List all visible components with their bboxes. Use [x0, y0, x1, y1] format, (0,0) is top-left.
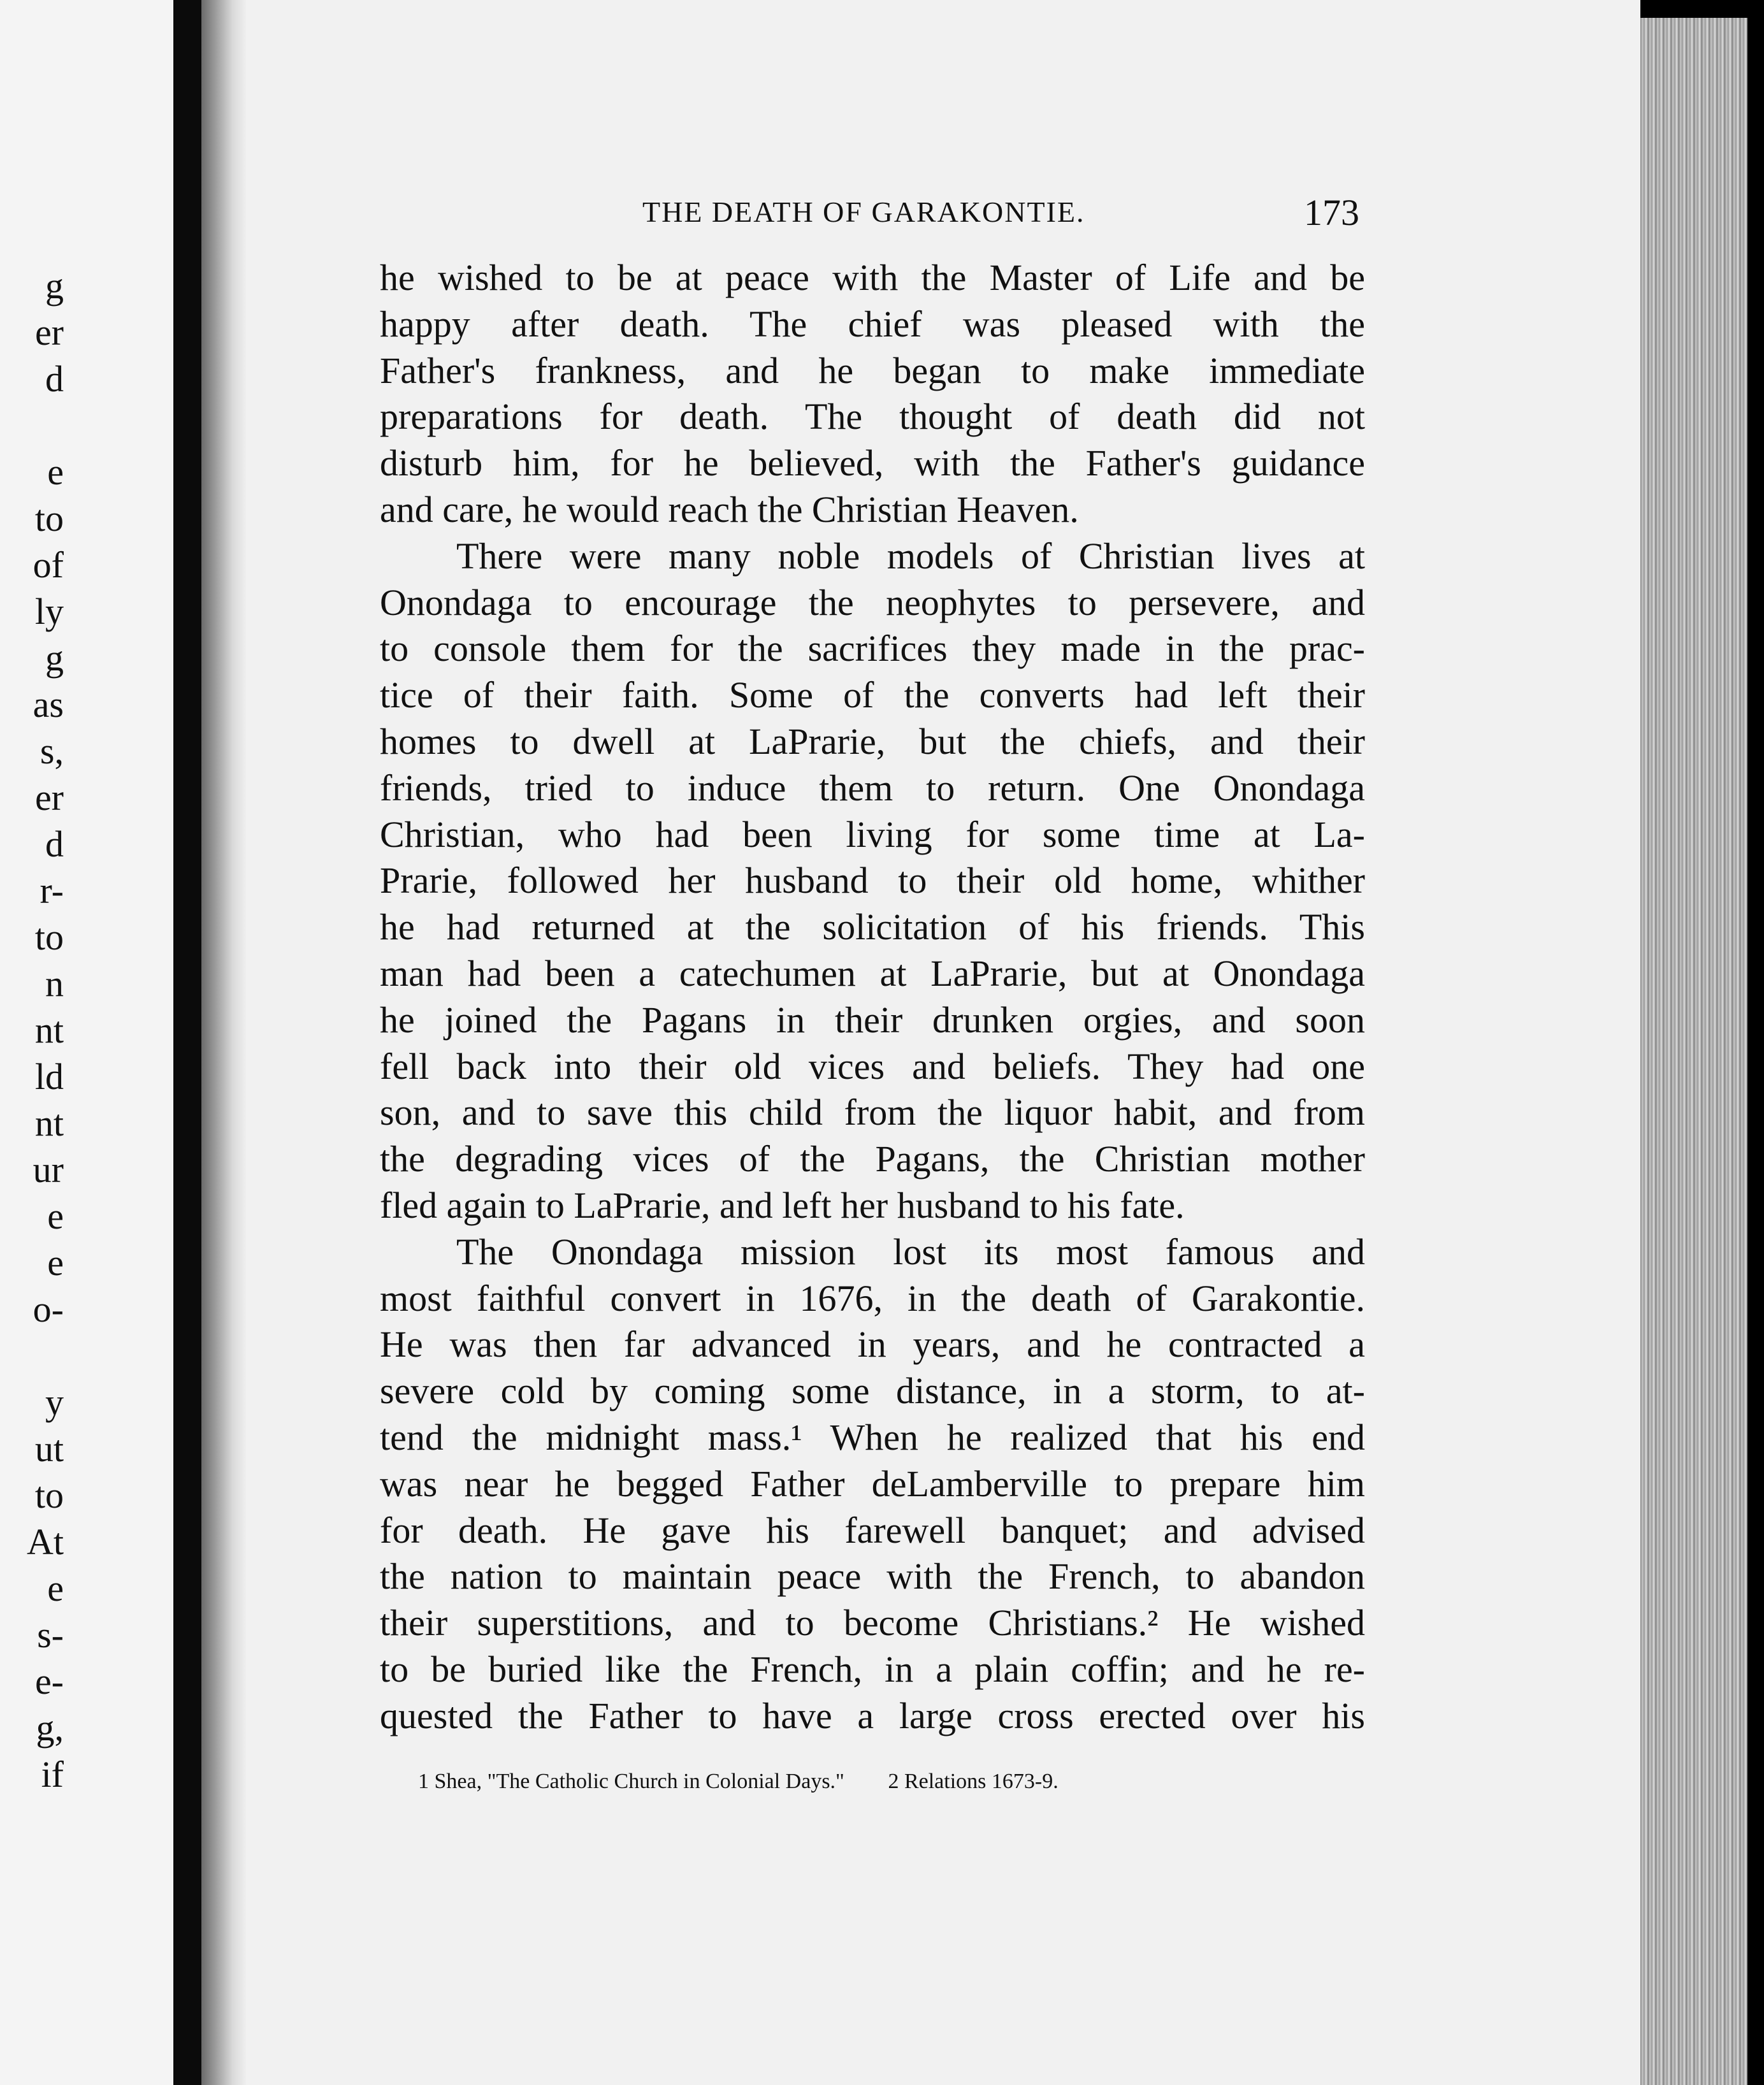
- text-line: son, and to save this child from the liquor habit, and from: [380, 1092, 1365, 1134]
- facing-page-line: g: [45, 265, 64, 307]
- facing-page: [0, 0, 173, 2085]
- text-line: friends, tried to induce them to return. One Onondaga: [380, 767, 1365, 809]
- scan-border-right: [1747, 0, 1764, 2085]
- facing-page-line: as: [33, 684, 64, 725]
- text-line: fell back into their old vices and beliefs. They had one: [380, 1045, 1365, 1087]
- facing-page-line: ut: [34, 1428, 64, 1469]
- text-line: homes to dwell at LaPrarie, but the chiefs, and their: [380, 720, 1365, 762]
- text-line: He was then far advanced in years, and he contracted a: [380, 1324, 1365, 1366]
- text-line: fled again to LaPrarie, and left her husband to his fate.: [380, 1184, 1185, 1226]
- facing-page-line: e: [47, 451, 64, 493]
- footnote-1: 1 Shea, "The Catholic Church in Colonial Days.": [418, 1770, 844, 1793]
- text-line: disturb him, for he believed, with the Father's guidance: [380, 442, 1365, 484]
- footnotes: [418, 1770, 1310, 1794]
- facing-page-line: of: [33, 544, 64, 586]
- text-line: There were many noble models of Christian lives at: [456, 535, 1365, 577]
- body-text: [380, 255, 1365, 1740]
- text-line: was near he begged Father deLamberville to prepare him: [380, 1462, 1365, 1504]
- facing-page-line: d: [45, 823, 64, 865]
- text-line: Onondaga to encourage the neophytes to persevere, and: [380, 581, 1365, 623]
- text-line: severe cold by coming some distance, in a storm, to at-: [380, 1370, 1365, 1412]
- facing-page-line: er: [34, 777, 64, 818]
- text-line: Christian, who had been living for some time at La-: [380, 813, 1365, 855]
- text-line: quested the Father to have a large cross erected over his: [380, 1694, 1365, 1736]
- facing-page-line: g,: [36, 1707, 64, 1749]
- facing-page-line: nt: [34, 1009, 64, 1051]
- text-line: tend the midnight mass.¹ When he realized that his end: [380, 1416, 1365, 1458]
- facing-page-line: if: [41, 1754, 64, 1795]
- text-line: the degrading vices of the Pagans, the Christian mother: [380, 1138, 1365, 1180]
- facing-page-line: to: [34, 916, 64, 958]
- facing-page-line: d: [45, 358, 64, 400]
- facing-page-line: ur: [33, 1149, 64, 1190]
- text-line: Father's frankness, and he began to make immediate: [380, 349, 1365, 391]
- facing-page-line: r-: [40, 870, 64, 911]
- text-line: preparations for death. The thought of death did not: [380, 396, 1365, 438]
- text-line: for death. He gave his farewell banquet; and advised: [380, 1509, 1365, 1551]
- facing-page-line: e: [47, 1195, 64, 1237]
- facing-page-line: to: [34, 498, 64, 539]
- facing-page-line: y: [45, 1382, 64, 1423]
- text-line: to console them for the sacrifices they made in the prac-: [380, 628, 1365, 670]
- text-line: he joined the Pagans in their drunken orgies, and soon: [380, 999, 1365, 1041]
- facing-page-line: g: [45, 637, 64, 679]
- footnote-2: 2 Relations 1673-9.: [888, 1770, 1059, 1793]
- text-line: and care, he would reach the Christian Heaven.: [380, 488, 1079, 530]
- facing-page-line: nt: [34, 1102, 64, 1144]
- text-line: most faithful convert in 1676, in the death of Garakontie.: [380, 1277, 1365, 1319]
- binding-gutter: [173, 0, 201, 2085]
- facing-page-line: e: [47, 1242, 64, 1283]
- text-line: Prarie, followed her husband to their old home, whither: [380, 860, 1365, 902]
- facing-page-line: er: [34, 312, 64, 353]
- page-number: 173: [1304, 192, 1359, 233]
- text-line: their superstitions, and to become Christians.² He wished: [380, 1602, 1365, 1644]
- facing-page-line: At: [27, 1521, 64, 1562]
- text-line: tice of their faith. Some of the converts had left their: [380, 674, 1365, 716]
- text-line: man had been a catechumen at LaPrarie, but at Onondaga: [380, 952, 1365, 994]
- facing-page-line: ly: [34, 591, 64, 632]
- facing-page-line: to: [34, 1475, 64, 1516]
- text-line: the nation to maintain peace with the French, to abandon: [380, 1555, 1365, 1598]
- facing-page-line: e: [47, 1568, 64, 1609]
- text-line: he wished to be at peace with the Master of Life and be: [380, 257, 1365, 298]
- facing-page-line: e-: [34, 1661, 64, 1702]
- scan-border-top: [1640, 0, 1764, 18]
- text-line: happy after death. The chief was pleased with the: [380, 303, 1365, 345]
- gutter-shadow: [201, 0, 246, 2085]
- facing-page-line: n: [45, 963, 64, 1004]
- text-line: to be buried like the French, in a plain coffin; and he re-: [380, 1648, 1365, 1690]
- facing-page-line: ld: [34, 1056, 64, 1097]
- facing-page-line: s-: [37, 1614, 64, 1656]
- text-line: he had returned at the solicitation of his friends. This: [380, 906, 1365, 948]
- running-head: THE DEATH OF GARAKONTIE.: [642, 196, 1085, 228]
- facing-page-line: s,: [40, 730, 64, 772]
- page-block-edges: [1640, 18, 1747, 2085]
- text-line: The Onondaga mission lost its most famous and: [456, 1230, 1365, 1273]
- facing-page-line: o-: [33, 1288, 64, 1330]
